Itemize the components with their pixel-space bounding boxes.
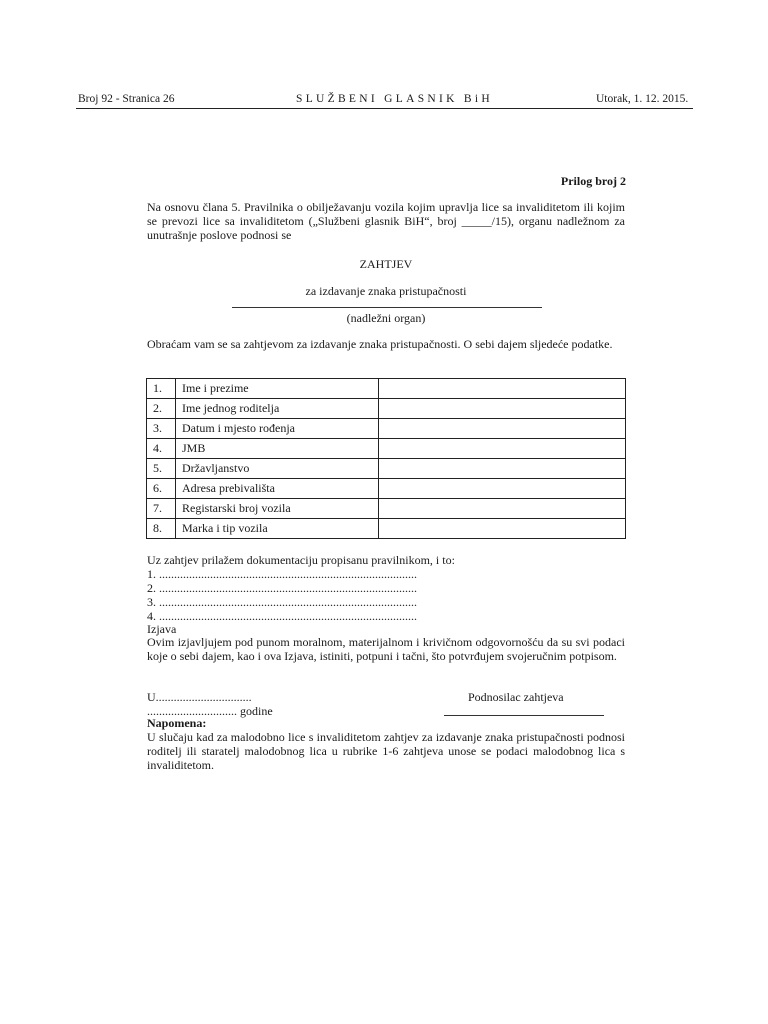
authority-fill-line xyxy=(232,307,542,308)
table-row xyxy=(147,439,626,459)
row-value-field[interactable] xyxy=(379,439,626,459)
table-row xyxy=(147,379,626,399)
annex-label: Prilog broj 2 xyxy=(560,174,626,188)
personal-data-table xyxy=(146,378,626,539)
row-value-field[interactable] xyxy=(379,499,626,519)
attachment-line-3[interactable]: 3. ...................................................................................... xyxy=(147,595,417,609)
row-label: Marka i tip vozila xyxy=(176,519,379,539)
header-page-number: Broj 92 - Stranica 26 xyxy=(78,93,175,105)
row-label: Ime i prezime xyxy=(176,379,379,399)
row-label: Državljanstvo xyxy=(176,459,379,479)
applicant-label: Podnosilac zahtjeva xyxy=(468,690,564,704)
intro-paragraph: Na osnovu člana 5. Pravilnika o obilježavanju vozila kojim upravlja lice sa invaliditetom ili kojim se prevozi lice sa invaliditetom („Službeni glasnik BiH“, broj _____/15), organu nadležnom za unutrašnje poslove podnosi se xyxy=(147,200,625,242)
table-row xyxy=(147,519,626,539)
header-divider xyxy=(76,108,693,109)
row-label: Adresa prebivališta xyxy=(176,479,379,499)
row-value-field[interactable] xyxy=(379,419,626,439)
row-number: 8. xyxy=(147,519,176,539)
row-value-field[interactable] xyxy=(379,399,626,419)
table-row xyxy=(147,499,626,519)
row-number: 7. xyxy=(147,499,176,519)
signature-line[interactable] xyxy=(444,715,604,716)
row-number: 2. xyxy=(147,399,176,419)
row-number: 4. xyxy=(147,439,176,459)
row-value-field[interactable] xyxy=(379,379,626,399)
row-label: Registarski broj vozila xyxy=(176,499,379,519)
attachment-line-1[interactable]: 1. ...................................................................................... xyxy=(147,567,417,581)
attachment-line-2[interactable]: 2. ...................................................................................... xyxy=(147,581,417,595)
form-subtitle: za izdavanje znaka pristupačnosti xyxy=(305,284,467,298)
table-row xyxy=(147,399,626,419)
row-value-field[interactable] xyxy=(379,519,626,539)
row-number: 6. xyxy=(147,479,176,499)
attachments-intro: Uz zahtjev prilažem dokumentaciju propisanu pravilnikom, i to: xyxy=(147,553,455,567)
row-value-field[interactable] xyxy=(379,479,626,499)
table-row xyxy=(147,459,626,479)
request-paragraph: Obraćam vam se sa zahtjevom za izdavanje znaka pristupačnosti. O sebi dajem sljedeće podatke. xyxy=(147,337,613,351)
header-publication-title: SLUŽBENI GLASNIK BiH xyxy=(296,93,493,105)
declaration-text: Ovim izjavljujem pod punom moralnom, materijalnom i krivičnom odgovornošću da su svi podaci koje o sebi dajem, kao i ova Izjava, istiniti, potpuni i tačni, što potvrđujem svojeručnim potpisom. xyxy=(147,635,625,663)
row-number: 5. xyxy=(147,459,176,479)
row-label: JMB xyxy=(176,439,379,459)
authority-label: (nadležni organ) xyxy=(346,311,426,325)
attachment-line-4[interactable]: 4. ...................................................................................... xyxy=(147,609,417,623)
row-number: 3. xyxy=(147,419,176,439)
note-heading: Napomena: xyxy=(147,716,207,730)
table-row xyxy=(147,419,626,439)
table-row xyxy=(147,479,626,499)
row-label: Ime jednog roditelja xyxy=(176,399,379,419)
date-field[interactable]: .............................. godine xyxy=(147,704,273,718)
place-field[interactable]: U................................ xyxy=(147,690,252,704)
row-label: Datum i mjesto rođenja xyxy=(176,419,379,439)
header-date: Utorak, 1. 12. 2015. xyxy=(596,93,689,105)
declaration-heading: Izjava xyxy=(147,622,177,636)
form-title: ZAHTJEV xyxy=(359,257,413,271)
row-number: 1. xyxy=(147,379,176,399)
row-value-field[interactable] xyxy=(379,459,626,479)
note-text: U slučaju kad za malodobno lice s invaliditetom zahtjev za izdavanje znaka pristupačnosti podnosi roditelj ili staratelj malodobnog lica u rubrike 1-6 zahtjeva unose se podaci malodobnog lica s invaliditetom. xyxy=(147,730,625,772)
